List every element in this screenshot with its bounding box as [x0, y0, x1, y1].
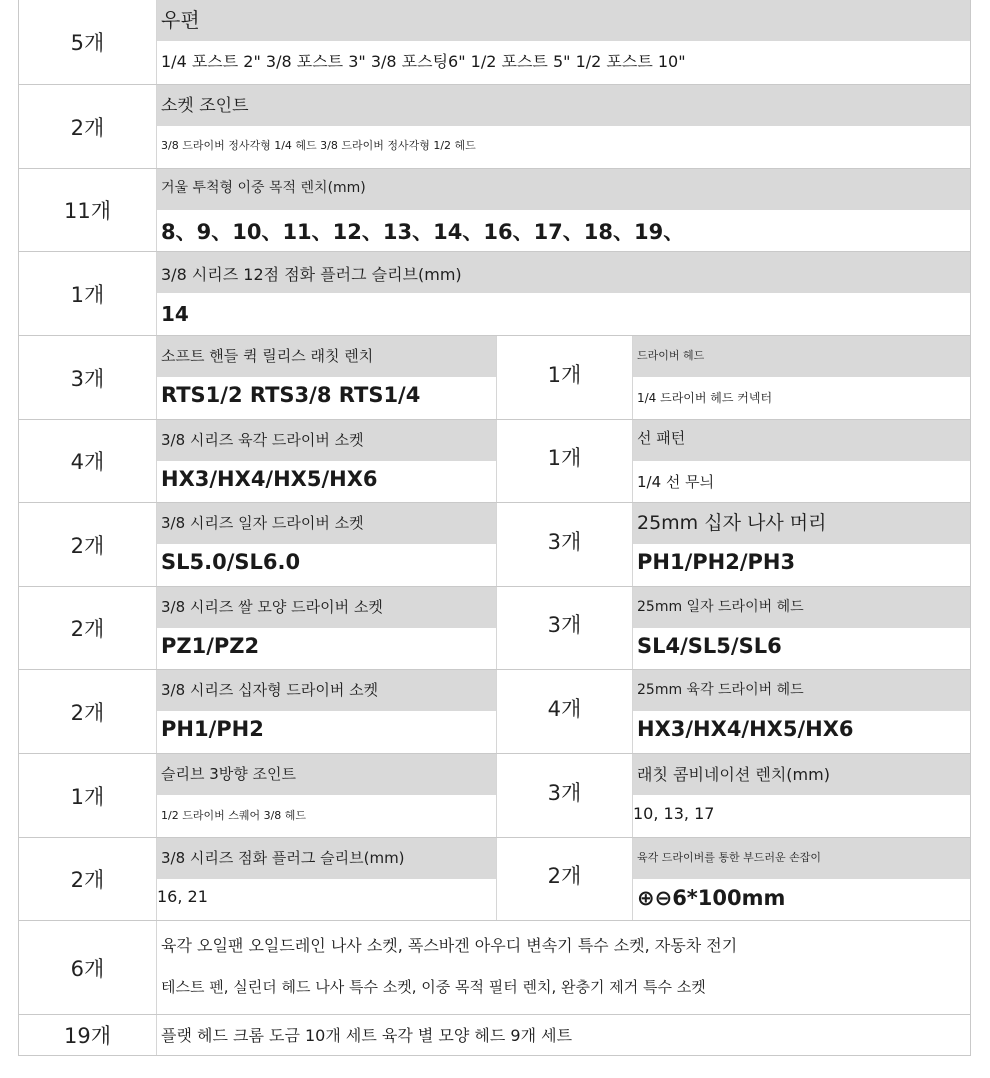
- item-cell: [156, 754, 496, 837]
- item-title: 3/8 시리즈 12점 점화 플러그 슬리브(mm): [161, 265, 462, 284]
- item-cell: [156, 169, 970, 251]
- item-title: 선 패턴: [637, 429, 686, 447]
- tool-set-table: [18, 0, 971, 1056]
- item-spec: RTS1/2 RTS3/8 RTS1/4: [161, 383, 421, 407]
- item-title: 래칫 콤비네이션 렌치(mm): [637, 765, 830, 784]
- item-title: 소켓 조인트: [161, 96, 249, 116]
- quantity-cell: 2개: [19, 503, 156, 594]
- quantity-cell: 5개: [19, 0, 156, 92]
- table-row: [19, 419, 970, 502]
- item-cell: [156, 85, 970, 168]
- item-cell: [632, 336, 970, 419]
- item-spec: 10, 13, 17: [633, 804, 715, 823]
- item-spec: PH1/PH2/PH3: [637, 550, 796, 574]
- item-cell: [632, 838, 970, 920]
- item-spec: SL4/SL5/SL6: [637, 634, 782, 658]
- table-row: [19, 1014, 970, 1055]
- item-header-band: [157, 85, 970, 126]
- quantity-cell: 3개: [19, 336, 156, 427]
- item-spec: 1/4 선 무늬: [637, 473, 715, 491]
- item-cell: [156, 670, 496, 753]
- item-title: 육각 드라이버를 통한 부드러운 손잡이: [637, 851, 822, 864]
- quantity-cell: 2개: [19, 670, 156, 761]
- item-spec: 1/4 드라이버 헤드 커넥터: [637, 391, 773, 405]
- quantity-cell: 2개: [19, 838, 156, 924]
- quantity-cell: 2개: [19, 587, 156, 677]
- table-row: [19, 335, 970, 419]
- item-cell: [632, 587, 970, 669]
- quantity-cell: 19개: [19, 1015, 156, 1055]
- item-spec: 1/2 드라이버 스퀘어 3/8 헤드: [161, 809, 307, 822]
- item-title: 25mm 십자 나사 머리: [637, 512, 827, 534]
- table-row: [19, 168, 970, 251]
- item-spec: 14: [161, 302, 189, 326]
- quantity-cell: 2개: [496, 838, 632, 920]
- item-cell: [156, 420, 496, 502]
- quantity-cell: 3개: [496, 503, 632, 586]
- quantity-cell: 11개: [19, 169, 156, 259]
- item-spec: HX3/HX4/HX5/HX6: [161, 467, 378, 491]
- item-description-line: 육각 오일팬 오일드레인 나사 소켓, 폭스바겐 아우디 변속기 특수 소켓, 자동차 전기: [161, 936, 738, 955]
- quantity-cell: 1개: [19, 252, 156, 343]
- item-cell: [156, 587, 496, 669]
- item-title: 우편: [161, 8, 200, 32]
- item-cell: [156, 1015, 970, 1055]
- item-cell: [632, 670, 970, 753]
- quantity-cell: 1개: [496, 336, 632, 419]
- item-cell: [156, 503, 496, 586]
- item-cell: [156, 336, 496, 419]
- item-title: 3/8 시리즈 점화 플러그 슬리브(mm): [161, 849, 405, 867]
- quantity-cell: 4개: [496, 670, 632, 753]
- item-spec: SL5.0/SL6.0: [161, 550, 301, 574]
- item-spec: PZ1/PZ2: [161, 634, 260, 658]
- table-row: [19, 84, 970, 168]
- item-title: 3/8 시리즈 육각 드라이버 소켓: [161, 431, 364, 449]
- item-cell: [632, 503, 970, 586]
- item-title: 3/8 시리즈 십자형 드라이버 소켓: [161, 681, 379, 699]
- item-title: 25mm 일자 드라이버 헤드: [637, 599, 804, 615]
- table-row: [19, 837, 970, 920]
- item-spec: ⊕⊖6*100mm: [637, 886, 786, 910]
- table-row: [19, 251, 970, 335]
- item-cell: [632, 754, 970, 837]
- item-title: 슬리브 3방향 조인트: [161, 765, 297, 783]
- item-cell: [632, 420, 970, 502]
- item-spec: HX3/HX4/HX5/HX6: [637, 717, 854, 741]
- item-title: 3/8 시리즈 일자 드라이버 소켓: [161, 514, 364, 532]
- item-spec: 3/8 드라이버 정사각형 1/4 헤드 3/8 드라이버 정사각형 1/2 헤드: [161, 139, 476, 152]
- item-title: 3/8 시리즈 쌀 모양 드라이버 소켓: [161, 598, 383, 616]
- item-cell: [156, 838, 496, 920]
- table-row: [19, 753, 970, 837]
- item-spec: 8、9、10、11、12、13、14、16、17、18、19、: [161, 220, 685, 244]
- table-row: [19, 669, 970, 753]
- item-description-line: 테스트 펜, 실린더 헤드 나사 특수 소켓, 이중 목적 필터 렌치, 완충기 제거 특수 소켓: [161, 978, 706, 996]
- quantity-cell: 1개: [496, 420, 632, 502]
- item-spec: PH1/PH2: [161, 717, 264, 741]
- quantity-cell: 3개: [496, 587, 632, 669]
- item-spec: 1/4 포스트 2" 3/8 포스트 3" 3/8 포스팅6" 1/2 포스트 5" 1/2 포스트 10": [161, 52, 686, 71]
- table-row: [19, 0, 970, 84]
- item-description-line: 플랫 헤드 크롬 도금 10개 세트 육각 별 모양 헤드 9개 세트: [161, 1026, 573, 1045]
- item-title: 소프트 핸들 퀵 릴리스 래칫 렌치: [161, 347, 374, 365]
- item-spec: 16, 21: [157, 887, 208, 906]
- item-cell: [156, 921, 970, 1014]
- item-cell: [156, 252, 970, 335]
- quantity-cell: 2개: [19, 85, 156, 176]
- quantity-cell: 6개: [19, 921, 156, 1020]
- item-cell: [156, 0, 970, 84]
- table-row: [19, 920, 970, 1014]
- table-row: [19, 502, 970, 586]
- item-title: 거울 투척형 이중 목적 렌치(mm): [161, 180, 366, 196]
- quantity-cell: 3개: [496, 754, 632, 837]
- item-title: 드라이버 헤드: [637, 349, 705, 362]
- item-header-band: [157, 0, 970, 41]
- table-row: [19, 586, 970, 669]
- quantity-cell: 4개: [19, 420, 156, 510]
- item-title: 25mm 육각 드라이버 헤드: [637, 682, 804, 698]
- quantity-cell: 1개: [19, 754, 156, 845]
